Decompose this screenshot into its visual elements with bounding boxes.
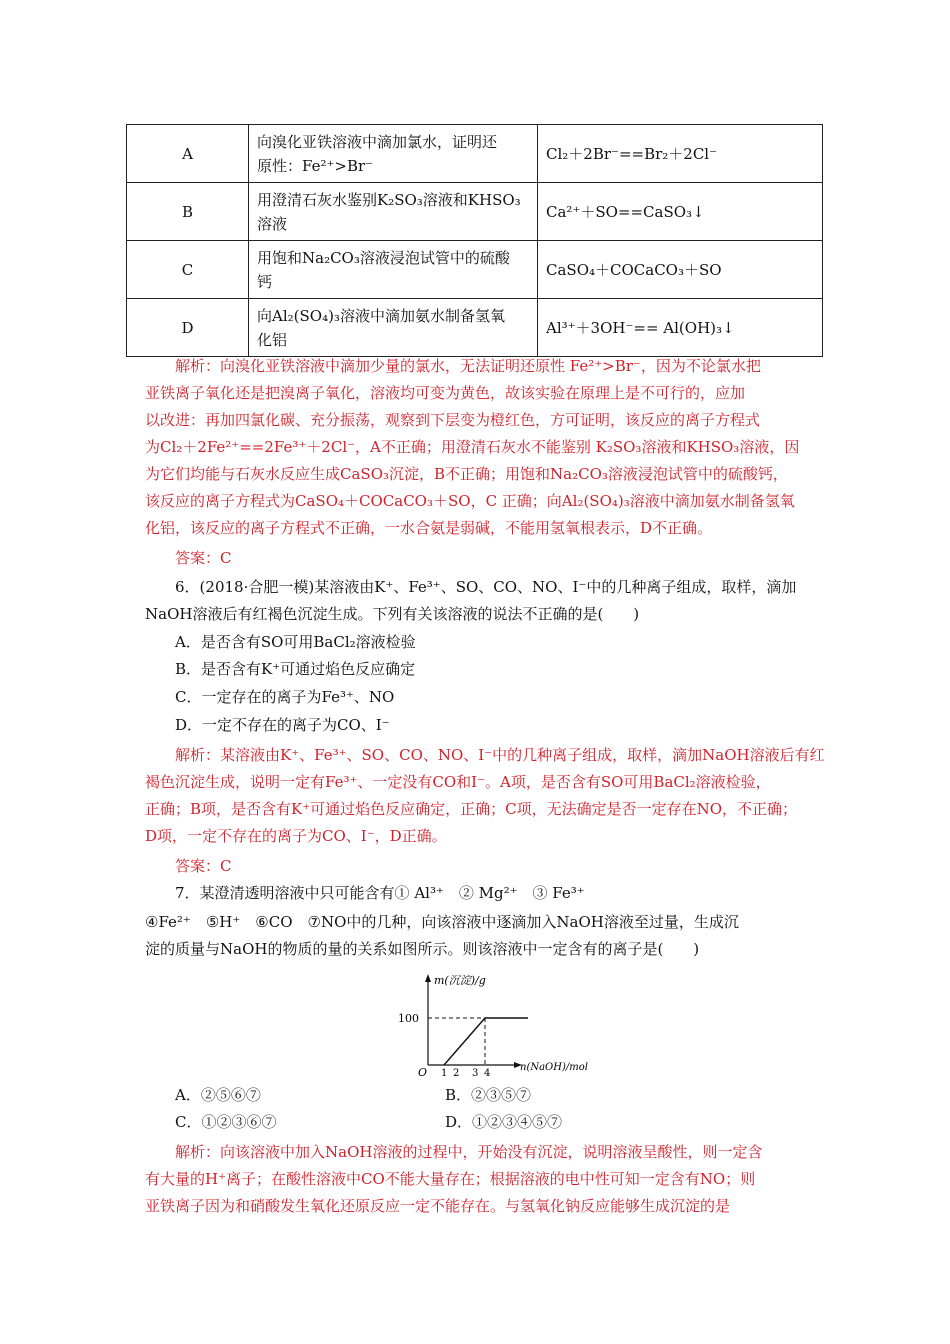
table-row	[127, 183, 823, 241]
choice-option: B．②③⑤⑦	[445, 1086, 532, 1104]
analysis-line: 亚铁离子氧化还是把溴离子氧化，溶液均可变为黄色，故该实验在原理上是不可行的，应加	[145, 384, 746, 402]
choice-option: A．是否含有SO可用BaCl₂溶液检验	[175, 633, 416, 651]
analysis-line: 为它们均能与石灰水反应生成CaSO₃沉淀，B不正确；用饱和Na₂CO₃溶液浸泡试管中的硫酸钙，	[145, 465, 788, 483]
analysis-line: 亚铁离子因为和硝酸发生氧化还原反应一定不能存在。与氢氧化钠反应能够生成沉淀的是	[145, 1197, 731, 1215]
option-equation: CaSO₄＋COCaCO₃＋SO	[538, 241, 823, 299]
description-line: 原性：Fe²⁺>Br⁻	[257, 156, 374, 175]
choice-option: C．一定存在的离子为Fe³⁺、NO	[175, 688, 395, 706]
choice-option: D．一定不存在的离子为CO、I⁻	[175, 716, 390, 734]
x-tick-label: 1	[441, 1068, 448, 1079]
description-line: 钙	[257, 272, 273, 291]
table-row	[127, 241, 823, 299]
analysis-line: 解析：向溴化亚铁溶液中滴加少量的氯水，无法证明还原性 Fe²⁺>Br⁻，因为不论氯水把	[175, 357, 761, 375]
analysis-line: 正确；B项，是否含有K⁺可通过焰色反应确定，正确；C项，无法确定是否一定存在NO，不正确；	[145, 800, 798, 818]
table-row	[127, 299, 823, 357]
choice-option: A．②⑤⑥⑦	[175, 1086, 261, 1104]
option-description	[249, 183, 538, 241]
analysis-line: 解析：向该溶液中加入NaOH溶液的过程中，开始没有沉淀，说明溶液呈酸性，则一定含	[175, 1143, 763, 1161]
option-equation: Cl₂＋2Br⁻==Br₂＋2Cl⁻	[538, 125, 823, 183]
question-stem: ④Fe²⁺ ⑤H⁺ ⑥CO ⑦NO中的几种，向该溶液中逐滴加入NaOH溶液至过量，生成沉	[145, 913, 739, 931]
answer-line: 答案：C	[175, 549, 232, 567]
description-line: 用饱和Na₂CO₃溶液浸泡试管中的硫酸	[257, 248, 510, 267]
option-description	[249, 125, 538, 183]
question-stem: 淀的质量与NaOH的物质的量的关系如图所示。则该溶液中一定含有的离子是( )	[145, 940, 700, 958]
analysis-line: 化铝，该反应的离子方程式不正确，一水合氨是弱碱，不能用氢氧根表示，D不正确。	[145, 519, 713, 537]
x-tick-label: 2	[453, 1068, 460, 1079]
choice-option: B．是否含有K⁺可通过焰色反应确定	[175, 660, 416, 678]
y-axis-arrow	[425, 974, 431, 982]
analysis-line: 该反应的离子方程式为CaSO₄＋COCaCO₃＋SO，C 正确；向Al₂(SO₄)₃溶液中滴加氨水制备氢氧	[145, 492, 795, 510]
question-stem: 7．某澄清透明溶液中只可能含有① Al³⁺ ② Mg²⁺ ③ Fe³⁺	[175, 884, 585, 902]
option-equation: Ca²⁺＋SO==CaSO₃↓	[538, 183, 823, 241]
origin-label: O	[418, 1066, 428, 1079]
x-axis-label: n(NaOH)/mol	[520, 1062, 588, 1073]
description-line: 化铝	[257, 330, 288, 349]
answer-line: 答案：C	[175, 857, 232, 875]
option-letter: B	[127, 183, 249, 241]
option-description	[249, 299, 538, 357]
analysis-line: 以改进：再加四氯化碳、充分振荡，观察到下层变为橙红色，方可证明，该反应的离子方程式	[145, 411, 761, 429]
description-line: 用澄清石灰水鉴别K₂SO₃溶液和KHSO₃	[257, 190, 521, 209]
x-tick-label: 4	[484, 1068, 491, 1079]
precipitate-curve	[444, 1018, 528, 1065]
y-axis-label: m(沉淀)/g	[434, 974, 486, 987]
x-tick-label: 3	[472, 1068, 479, 1079]
analysis-line: 为Cl₂＋2Fe²⁺==2Fe³⁺＋2Cl⁻，A不正确；用澄清石灰水不能鉴别 K₂SO₃溶液和KHSO₃溶液，因	[145, 438, 800, 456]
analysis-line: 有大量的H⁺离子；在酸性溶液中CO不能大量存在；根据溶液的电中性可知一定含有NO；则	[145, 1170, 756, 1188]
analysis-line: 解析：某溶液由K⁺、Fe³⁺、SO、CO、NO、I⁻中的几种离子组成，取样，滴加NaOH溶液后有红	[175, 746, 825, 764]
choice-option: D．①②③④⑤⑦	[445, 1113, 563, 1131]
question-stem: NaOH溶液后有红褐色沉淀生成。下列有关该溶液的说法不正确的是( )	[145, 605, 640, 623]
option-letter: D	[127, 299, 249, 357]
analysis-line: 褐色沉淀生成，说明一定有Fe³⁺、一定没有CO和I⁻。A项，是否含有SO可用BaCl₂溶液检验，	[145, 773, 771, 791]
description-line: 溶液	[257, 214, 288, 233]
option-letter: A	[127, 125, 249, 183]
precipitate-graph	[388, 970, 588, 1080]
options-table	[126, 124, 823, 357]
option-equation: Al³⁺＋3OH⁻== Al(OH)₃↓	[538, 299, 823, 357]
option-letter: C	[127, 241, 249, 299]
choice-option: C．①②③⑥⑦	[175, 1113, 277, 1131]
option-description	[249, 241, 538, 299]
analysis-line: D项，一定不存在的离子为CO、I⁻，D正确。	[145, 827, 447, 845]
table-row	[127, 125, 823, 183]
y-tick-label: 100	[398, 1012, 419, 1025]
question-stem: 6．(2018·合肥一模)某溶液由K⁺、Fe³⁺、SO、CO、NO、I⁻中的几种离子组成，取样，滴加	[175, 578, 797, 596]
description-line: 向溴化亚铁溶液中滴加氯水，证明还	[257, 132, 498, 151]
description-line: 向Al₂(SO₄)₃溶液中滴加氨水制备氢氧	[257, 306, 505, 325]
